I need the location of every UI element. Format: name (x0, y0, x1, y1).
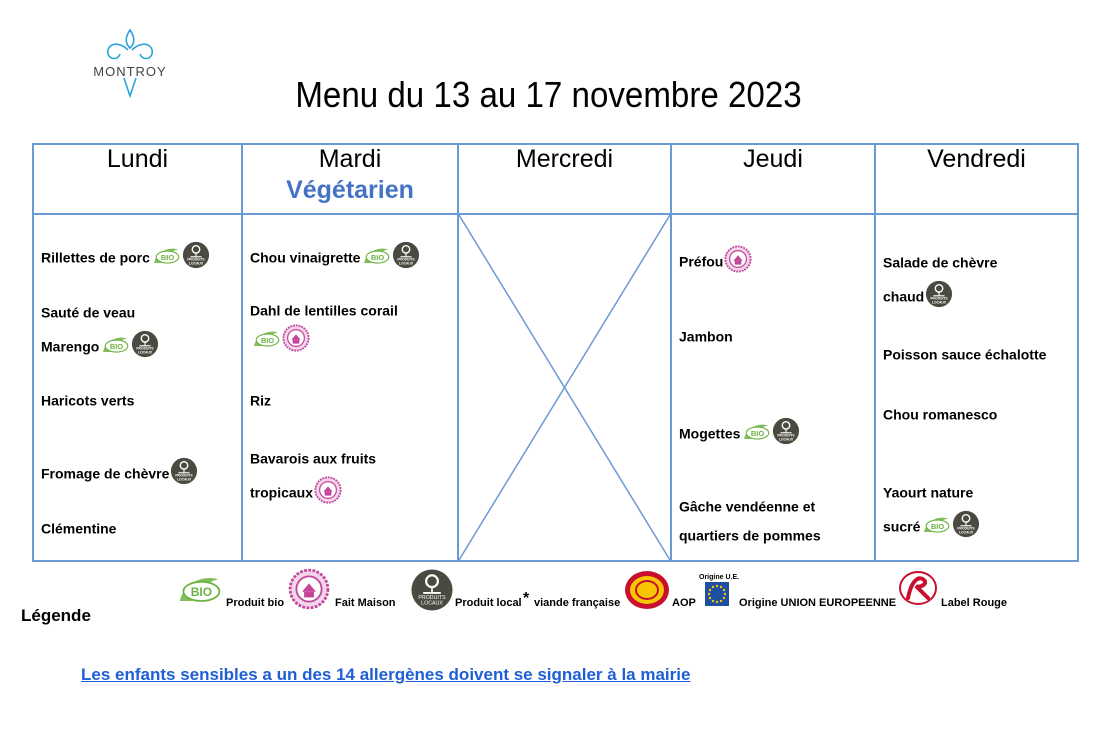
dish-name-line (883, 403, 1073, 424)
dish-item (250, 299, 453, 357)
dish-name-line (41, 389, 237, 410)
legend-viande-francaise: viande française (534, 597, 621, 609)
menu-column-lundi (33, 214, 242, 561)
svg-text:BIO: BIO (931, 521, 945, 531)
days-header-row (33, 144, 1078, 214)
dish-name-line (250, 447, 453, 468)
dish-item (250, 241, 453, 274)
dish-name-line (250, 241, 453, 274)
svg-text:PRODUITS: PRODUITS (136, 346, 155, 351)
dish-name: Yaourt nature (883, 484, 974, 501)
dish-name-line (250, 389, 453, 410)
dishes-row (33, 214, 1078, 561)
legend-aop: AOP (672, 597, 696, 609)
bio-icon (741, 421, 771, 447)
no-service-cross (459, 215, 670, 560)
dish-name-continued: sucré (883, 518, 921, 535)
svg-text:PRODUITS: PRODUITS (957, 526, 976, 531)
dish-name-line (679, 495, 870, 516)
fait-maison-icon (724, 245, 752, 278)
day-name: Mercredi (515, 145, 614, 173)
dish-name-line (41, 301, 237, 322)
day-header-mercredi (458, 144, 671, 214)
legend-title: Légende (21, 606, 91, 625)
dish-name-line (250, 476, 453, 509)
bio-icon (921, 514, 951, 540)
dish-name-line (679, 245, 870, 278)
svg-text:LOCAUX: LOCAUX (959, 530, 974, 535)
day-header-lundi (33, 144, 242, 214)
svg-text:LOCAUX: LOCAUX (138, 350, 153, 355)
dish-item (41, 389, 237, 410)
legend-origine-ue-small: Origine U.E. (699, 574, 740, 581)
dish-name-line (883, 343, 1073, 364)
menu-column-vendredi (875, 214, 1078, 561)
svg-text:BIO: BIO (110, 341, 124, 351)
day-name: Mardi (318, 145, 382, 173)
svg-text:PRODUITS: PRODUITS (175, 473, 194, 478)
dish-name: Chou vinaigrette (250, 249, 361, 266)
dish-name: Mogettes (679, 425, 741, 442)
dish-name-line (883, 251, 1073, 272)
svg-text:LOCAUX: LOCAUX (421, 600, 443, 607)
svg-text:PRODUITS: PRODUITS (777, 433, 796, 438)
dish-item (41, 241, 237, 274)
dish-name: Jambon (679, 328, 733, 345)
day-name: Vendredi (927, 145, 1026, 173)
legend-asterisk: * (523, 590, 530, 607)
dish-name: Bavarois aux fruits (250, 450, 377, 467)
produit-local-icon (182, 241, 210, 274)
legend-produit-local: Produit local (455, 597, 522, 609)
dish-name-continued: quartiers de pommes (679, 527, 821, 544)
produit-local-icon (772, 417, 800, 450)
menu-table (32, 143, 1079, 562)
dish-item (883, 251, 1073, 313)
dish-name: Riz (250, 392, 271, 409)
dish-name: Clémentine (41, 520, 117, 537)
dish-item (883, 343, 1073, 364)
menu-column-mercredi-closed (458, 214, 671, 561)
bio-icon (151, 245, 181, 271)
dish-name-line (883, 481, 1073, 502)
label-rouge-icon (898, 570, 938, 611)
produit-local-icon (170, 457, 198, 490)
dish-name: Préfou (679, 253, 724, 270)
svg-text:BIO: BIO (190, 585, 213, 600)
dish-name-line (679, 325, 870, 346)
dish-item (41, 517, 237, 538)
dish-name: Haricots verts (41, 392, 135, 409)
bio-icon (361, 245, 391, 271)
dish-item (41, 301, 237, 363)
svg-text:PRODUITS: PRODUITS (930, 296, 948, 301)
day-name: Lundi (106, 145, 169, 173)
legend-fait-maison: Fait Maison (335, 597, 396, 609)
svg-text:LOCAUX: LOCAUX (177, 477, 192, 482)
svg-text:PRODUITS: PRODUITS (397, 257, 416, 262)
menu-column-jeudi (671, 214, 875, 561)
bio-icon (251, 328, 281, 354)
allergen-notice-link[interactable]: Les enfants sensibles a un des 14 allergènes doivent se signaler à la mairie (81, 665, 691, 684)
svg-text:BIO: BIO (260, 335, 275, 345)
dish-name-line (883, 280, 1073, 313)
svg-text:PRODUITS: PRODUITS (418, 594, 446, 601)
legend-label-rouge: Label Rouge (941, 597, 1008, 609)
dish-name: Dahl de lentilles corail (250, 302, 398, 319)
svg-text:LOCAUX: LOCAUX (779, 437, 794, 442)
dish-item (679, 245, 870, 278)
bio-icon (100, 334, 130, 360)
day-header-jeudi (671, 144, 875, 214)
dish-name-line (679, 417, 870, 450)
svg-text:LOCAUX: LOCAUX (932, 300, 947, 305)
day-name: Jeudi (743, 145, 803, 173)
fait-maison-icon (282, 324, 310, 357)
produit-local-icon (952, 510, 980, 543)
svg-text:LOCAUX: LOCAUX (188, 261, 204, 266)
dish-name-continued: Marengo (41, 338, 100, 355)
dish-name-line (41, 241, 237, 274)
fait-maison-icon (314, 476, 342, 509)
fait-maison-icon (288, 568, 330, 615)
logo-text: MONTROY (93, 64, 167, 79)
dish-item (250, 447, 453, 509)
produit-local-icon (392, 241, 420, 274)
dish-name-line (41, 517, 237, 538)
dish-item (883, 403, 1073, 424)
menu-column-mardi (242, 214, 458, 561)
dish-item (250, 389, 453, 410)
produit-local-icon (925, 280, 953, 313)
legend-produit-bio: Produit bio (226, 597, 285, 609)
day-theme: Végétarien (286, 176, 414, 204)
dish-item (883, 481, 1073, 543)
dish-name-line (679, 524, 870, 545)
day-header-mardi (242, 144, 458, 214)
bio-icon (175, 572, 223, 611)
dish-name-continued: chaud (883, 288, 925, 305)
aop-icon (624, 570, 670, 615)
dish-item (679, 325, 870, 346)
dish-name: Gâche vendéenne et (679, 498, 816, 515)
dish-item (679, 495, 870, 546)
page-title: Menu du 13 au 17 novembre 2023 (295, 74, 802, 115)
svg-text:LOCAUX: LOCAUX (399, 261, 414, 266)
svg-text:BIO: BIO (371, 252, 385, 262)
dish-name: Sauté de veau (41, 304, 136, 321)
svg-text:BIO: BIO (160, 252, 175, 262)
dish-name-line (41, 457, 237, 490)
dish-name: Salade de chèvre (883, 254, 998, 271)
produit-local-icon (131, 330, 159, 363)
dish-name: Rillettes de porc (41, 249, 150, 266)
dish-name-line (883, 510, 1073, 543)
day-header-vendredi (875, 144, 1078, 214)
svg-text:PRODUITS: PRODUITS (187, 257, 205, 262)
produit-local-icon (410, 568, 454, 617)
dish-labels (250, 324, 453, 357)
dish-name: Chou romanesco (883, 406, 998, 423)
dish-item (679, 417, 870, 450)
dish-item (41, 457, 237, 490)
dish-name: Fromage de chèvre (41, 465, 170, 482)
dish-name: Poisson sauce échalotte (883, 346, 1047, 363)
dish-name-line (41, 330, 237, 363)
legend-origine-ue: Origine UNION EUROPEENNE (739, 597, 897, 609)
svg-text:BIO: BIO (751, 428, 765, 438)
eu-flag-icon (705, 582, 729, 611)
dish-name-continued: tropicaux (250, 484, 314, 501)
dish-name-line (250, 299, 453, 320)
